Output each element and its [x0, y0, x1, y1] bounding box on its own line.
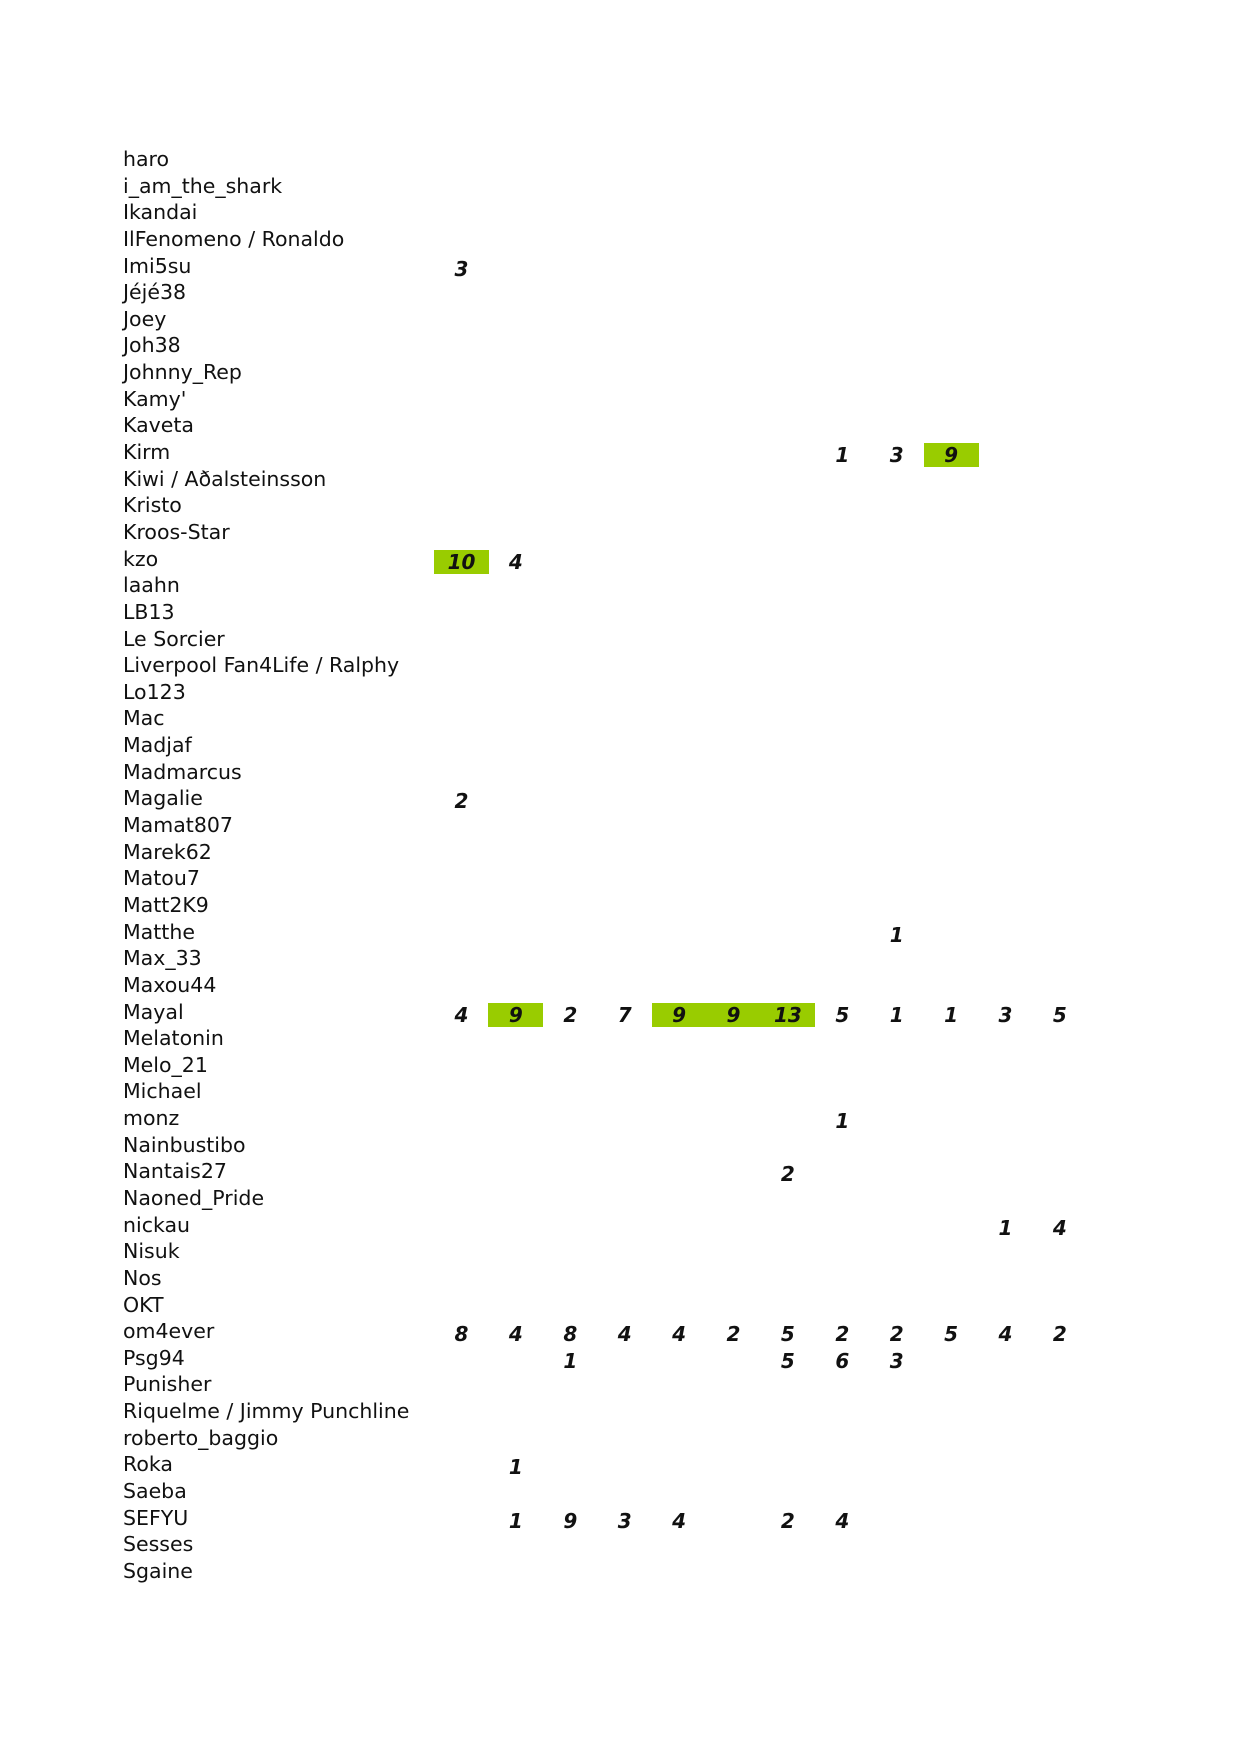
- player-name: IlFenomeno / Ronaldo: [123, 226, 345, 251]
- score-cell: 3: [998, 1002, 1013, 1027]
- table-row: [123, 546, 1123, 573]
- table-row: [123, 1558, 1123, 1585]
- player-name: Matthe: [123, 919, 195, 944]
- score-cell: 2: [726, 1322, 741, 1347]
- score-cell: 1: [508, 1508, 523, 1533]
- table-row: [123, 785, 1123, 812]
- score-cell: 5: [1052, 1002, 1067, 1027]
- player-name: LB13: [123, 599, 175, 624]
- player-name: Joey: [123, 306, 167, 331]
- player-name: Liverpool Fan4Life / Ralphy: [123, 653, 400, 678]
- score-cell: 5: [944, 1322, 959, 1347]
- table-row: [123, 1132, 1123, 1159]
- table-row: [123, 173, 1123, 200]
- player-name: Magalie: [123, 786, 203, 811]
- score-cell: 2: [1052, 1322, 1067, 1347]
- table-row: [123, 1505, 1123, 1532]
- score-cell: 4: [998, 1322, 1013, 1347]
- player-name: Imi5su: [123, 253, 192, 278]
- player-name: Johnny_Rep: [123, 360, 242, 385]
- score-cell: 4: [672, 1508, 687, 1533]
- score-cell: 4: [617, 1322, 632, 1347]
- table-row: [123, 1105, 1123, 1132]
- score-cell: 4: [672, 1322, 687, 1347]
- player-name: Kirm: [123, 440, 171, 465]
- table-row: [123, 1425, 1123, 1452]
- score-cell: 3: [889, 1348, 904, 1373]
- player-name: Maxou44: [123, 972, 217, 997]
- score-cell: 8: [563, 1322, 578, 1347]
- player-name: i_am_the_shark: [123, 173, 283, 198]
- table-row: [123, 1238, 1123, 1265]
- table-row: [123, 226, 1123, 253]
- player-name: Joh38: [123, 333, 181, 358]
- player-name: Melatonin: [123, 1026, 224, 1051]
- player-name: Naoned_Pride: [123, 1185, 265, 1210]
- player-name: kzo: [123, 546, 159, 571]
- score-cell: 5: [780, 1348, 795, 1373]
- table-row: [123, 812, 1123, 839]
- table-row: [123, 1478, 1123, 1505]
- table-row: [123, 865, 1123, 892]
- score-cell: 1: [889, 922, 904, 947]
- table-row: [123, 519, 1123, 546]
- table-row: [123, 1078, 1123, 1105]
- score-cell: 3: [617, 1508, 632, 1533]
- table-row: [123, 892, 1123, 919]
- table-row: [123, 1185, 1123, 1212]
- player-name: Mac: [123, 706, 165, 731]
- table-row: [123, 386, 1123, 413]
- score-cell: 1: [998, 1215, 1013, 1240]
- table-row: [123, 332, 1123, 359]
- score-cell: 3: [889, 443, 904, 468]
- table-row: [123, 1345, 1123, 1372]
- score-cell: 5: [780, 1322, 795, 1347]
- score-cell: 2: [889, 1322, 904, 1347]
- highlighted-score-cell: 10: [434, 550, 489, 574]
- player-name: Riquelme / Jimmy Punchline: [123, 1399, 410, 1424]
- table-row: [123, 412, 1123, 439]
- score-cell: 6: [835, 1348, 850, 1373]
- player-name: Psg94: [123, 1345, 185, 1370]
- table-row: [123, 439, 1123, 466]
- table-row: [123, 972, 1123, 999]
- player-name: Nainbustibo: [123, 1132, 246, 1157]
- table-row: [123, 146, 1123, 173]
- player-name: Kamy': [123, 386, 187, 411]
- player-name: Mamat807: [123, 813, 233, 838]
- player-name: Kiwi / Aðalsteinsson: [123, 466, 327, 491]
- player-name: roberto_baggio: [123, 1425, 279, 1450]
- table-row: [123, 839, 1123, 866]
- player-name: Madmarcus: [123, 759, 242, 784]
- score-cell: 4: [454, 1002, 469, 1027]
- table-row: [123, 679, 1123, 706]
- score-cell: 4: [1052, 1215, 1067, 1240]
- player-name: Jéjé38: [123, 280, 187, 305]
- table-row: [123, 1265, 1123, 1292]
- player-name: Le Sorcier: [123, 626, 225, 651]
- table-row: [123, 705, 1123, 732]
- player-name: Nos: [123, 1265, 162, 1290]
- table-row: [123, 652, 1123, 679]
- player-name: Sgaine: [123, 1558, 193, 1583]
- score-cell: 1: [835, 1109, 850, 1134]
- score-cell: 1: [508, 1455, 523, 1480]
- score-cell: 2: [780, 1508, 795, 1533]
- player-name: Michael: [123, 1079, 202, 1104]
- score-cell: 1: [944, 1002, 959, 1027]
- table-row: [123, 492, 1123, 519]
- player-name: Punisher: [123, 1372, 212, 1397]
- score-cell: 3: [454, 256, 469, 281]
- player-name: Mayal: [123, 999, 184, 1024]
- score-cell: 2: [454, 789, 469, 814]
- highlighted-score-cell: 9: [924, 443, 979, 467]
- player-name: Max_33: [123, 946, 202, 971]
- score-cell: 7: [617, 1002, 632, 1027]
- table-row: [123, 306, 1123, 333]
- player-name: Lo123: [123, 679, 186, 704]
- table-row: [123, 999, 1123, 1026]
- table-row: [123, 1052, 1123, 1079]
- score-table: [123, 146, 1123, 1585]
- table-row: [123, 1158, 1123, 1185]
- player-name: nickau: [123, 1212, 191, 1237]
- player-name: laahn: [123, 573, 180, 598]
- player-name: Ikandai: [123, 200, 198, 225]
- player-name: Matt2K9: [123, 892, 209, 917]
- player-name: om4ever: [123, 1319, 215, 1344]
- player-name: Melo_21: [123, 1052, 208, 1077]
- player-name: OKT: [123, 1292, 164, 1317]
- score-cell: 2: [780, 1162, 795, 1187]
- table-row: [123, 359, 1123, 386]
- score-cell: 4: [508, 549, 523, 574]
- score-cell: 2: [563, 1002, 578, 1027]
- score-cell: 4: [508, 1322, 523, 1347]
- score-cell: 9: [563, 1508, 578, 1533]
- highlighted-score-cell: 9: [488, 1003, 543, 1027]
- table-row: [123, 253, 1123, 280]
- player-name: Kaveta: [123, 413, 194, 438]
- table-row: [123, 1451, 1123, 1478]
- player-name: Marek62: [123, 839, 212, 864]
- highlighted-score-cell: 13: [760, 1003, 815, 1027]
- player-name: Madjaf: [123, 733, 192, 758]
- table-row: [123, 626, 1123, 653]
- highlighted-score-cell: 9: [652, 1003, 707, 1027]
- table-row: [123, 919, 1123, 946]
- table-row: [123, 1318, 1123, 1345]
- score-cell: 8: [454, 1322, 469, 1347]
- player-name: Saeba: [123, 1479, 187, 1504]
- player-name: haro: [123, 147, 170, 171]
- table-row: [123, 945, 1123, 972]
- table-row: [123, 1212, 1123, 1239]
- score-cell: 1: [563, 1348, 578, 1373]
- table-row: [123, 199, 1123, 226]
- table-row: [123, 1371, 1123, 1398]
- highlighted-score-cell: 9: [706, 1003, 761, 1027]
- player-name: Roka: [123, 1452, 173, 1477]
- score-cell: 2: [835, 1322, 850, 1347]
- table-row: [123, 599, 1123, 626]
- table-row: [123, 1025, 1123, 1052]
- table-row: [123, 759, 1123, 786]
- score-cell: 1: [835, 443, 850, 468]
- score-cell: 5: [835, 1002, 850, 1027]
- table-row: [123, 1531, 1123, 1558]
- table-row: [123, 466, 1123, 493]
- table-row: [123, 1398, 1123, 1425]
- table-row: [123, 572, 1123, 599]
- player-name: Sesses: [123, 1532, 194, 1557]
- table-row: [123, 732, 1123, 759]
- table-row: [123, 1292, 1123, 1319]
- score-cell: 1: [889, 1002, 904, 1027]
- score-cell: 4: [835, 1508, 850, 1533]
- player-name: Nantais27: [123, 1159, 227, 1184]
- player-name: Matou7: [123, 866, 200, 891]
- player-name: Kroos-Star: [123, 519, 230, 544]
- table-row: [123, 279, 1123, 306]
- player-name: SEFYU: [123, 1505, 189, 1530]
- player-name: monz: [123, 1106, 180, 1131]
- player-name: Kristo: [123, 493, 182, 518]
- player-name: Nisuk: [123, 1239, 180, 1264]
